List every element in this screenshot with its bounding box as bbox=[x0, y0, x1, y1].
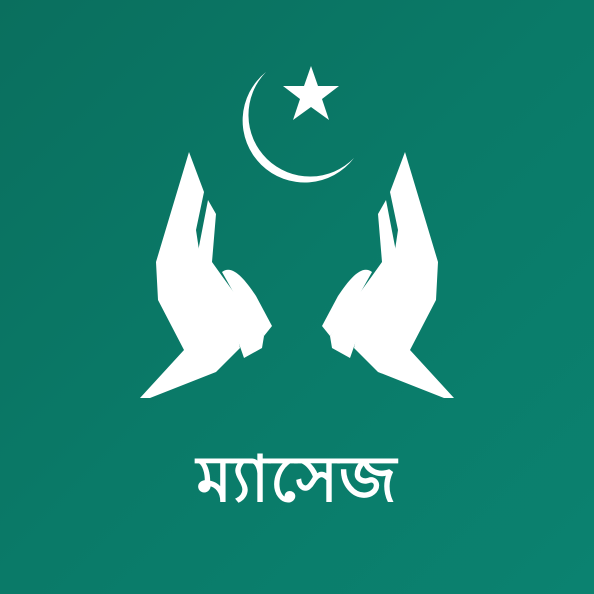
star-icon bbox=[283, 66, 339, 120]
logo-wordmark: ম্যাসেজ bbox=[196, 443, 398, 517]
praying-hands-icon bbox=[140, 152, 454, 398]
